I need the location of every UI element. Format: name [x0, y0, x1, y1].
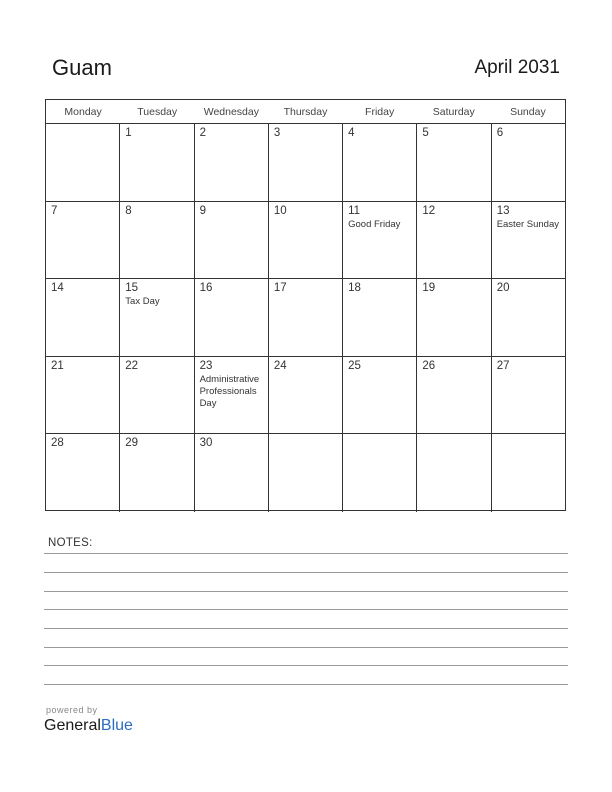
- weekday-tuesday: Tuesday: [137, 106, 178, 118]
- day-number: 29: [125, 437, 139, 449]
- weekday-header-row: [46, 100, 565, 124]
- day-cell: [416, 202, 490, 279]
- day-cell: [268, 434, 342, 512]
- week-row: [46, 202, 565, 280]
- day-cell: [342, 124, 416, 201]
- day-number: 9: [199, 204, 206, 217]
- day-number: 5: [422, 127, 429, 139]
- powered-by-text: powered by: [46, 705, 98, 715]
- day-number: 11: [348, 204, 361, 217]
- day-cell: [119, 202, 193, 279]
- day-cell: [491, 357, 565, 434]
- day-number: 16: [199, 282, 213, 294]
- weekday-wednesday: Wednesday: [203, 106, 259, 118]
- holiday-label: Good Friday: [348, 218, 401, 230]
- day-number: 27: [496, 359, 510, 372]
- week-row: [46, 434, 565, 512]
- day-cell: [46, 202, 119, 279]
- note-line: [44, 572, 568, 573]
- day-cell: [119, 124, 193, 201]
- day-number: 7: [51, 204, 58, 217]
- day-number: 12: [422, 204, 436, 217]
- brand-general: General: [44, 717, 101, 734]
- day-cell: [416, 357, 490, 434]
- day-number: 17: [273, 282, 287, 294]
- day-cell: [342, 279, 416, 356]
- day-number: 13: [496, 204, 510, 217]
- day-number: 8: [125, 204, 132, 217]
- note-line: [44, 665, 568, 666]
- day-cell: [194, 434, 268, 512]
- day-cell: [416, 434, 490, 512]
- weeks-container: [46, 124, 565, 512]
- day-cell: [491, 434, 565, 512]
- day-cell: [119, 279, 193, 356]
- day-cell: [342, 202, 416, 279]
- day-number: 3: [273, 127, 281, 139]
- holiday-label: Easter Sunday: [496, 218, 560, 230]
- calendar-grid: [45, 99, 566, 511]
- day-cell: [491, 279, 565, 356]
- weekday-saturday: Saturday: [432, 106, 475, 118]
- note-line: [44, 553, 568, 554]
- day-number: 18: [348, 282, 361, 294]
- day-cell: [46, 434, 119, 512]
- day-number: 20: [496, 282, 510, 294]
- weekday-friday: Friday: [365, 106, 395, 118]
- week-row: [46, 357, 565, 435]
- day-number: 26: [422, 359, 436, 372]
- day-number: 14: [51, 282, 64, 294]
- note-line: [44, 591, 568, 592]
- day-cell: [119, 434, 193, 512]
- day-number: 1: [125, 127, 132, 139]
- day-number: 10: [273, 204, 287, 217]
- day-cell: [194, 202, 268, 279]
- month-year-title: April 2031: [474, 57, 560, 78]
- note-line: [44, 628, 568, 629]
- day-number: 21: [51, 359, 64, 372]
- day-number: 19: [422, 282, 436, 294]
- region-title: Guam: [52, 55, 112, 80]
- note-line: [44, 647, 568, 648]
- day-cell: [416, 279, 490, 356]
- day-cell: [194, 124, 268, 201]
- day-cell: [491, 202, 565, 279]
- brand-blue: Blue: [100, 717, 133, 734]
- holiday-label: Tax Day: [125, 296, 160, 307]
- day-number: 4: [348, 127, 355, 139]
- day-cell: [46, 124, 119, 201]
- week-row: [46, 124, 565, 202]
- day-number: 28: [51, 437, 64, 449]
- notes-label: NOTES:: [48, 537, 93, 549]
- day-number: 30: [199, 437, 213, 449]
- day-cell: [119, 357, 193, 434]
- day-cell: [194, 279, 268, 356]
- week-row: [46, 279, 565, 357]
- day-number: 6: [496, 127, 504, 139]
- day-number: 25: [348, 359, 361, 372]
- day-cell: [342, 434, 416, 512]
- weekday-sunday: Sunday: [510, 106, 546, 118]
- day-cell: [46, 279, 119, 356]
- day-cell: [342, 357, 416, 434]
- weekday-monday: Monday: [64, 106, 102, 118]
- day-cell: [268, 124, 342, 201]
- day-number: 2: [199, 127, 206, 139]
- day-number: 23: [199, 359, 213, 372]
- day-number: 22: [125, 359, 139, 372]
- note-line: [44, 609, 568, 610]
- day-cell: [268, 202, 342, 279]
- day-cell: [491, 124, 565, 201]
- day-cell: [268, 279, 342, 356]
- day-cell: [194, 357, 268, 434]
- weekday-thursday: Thursday: [283, 106, 328, 118]
- day-cell: [268, 357, 342, 434]
- brand-logo: [44, 717, 133, 735]
- day-cell: [416, 124, 490, 201]
- day-number: 15: [125, 282, 139, 294]
- day-number: 24: [273, 359, 287, 372]
- day-cell: [46, 357, 119, 434]
- holiday-label: Administrative Professionals Day: [199, 373, 260, 409]
- note-line: [44, 684, 568, 685]
